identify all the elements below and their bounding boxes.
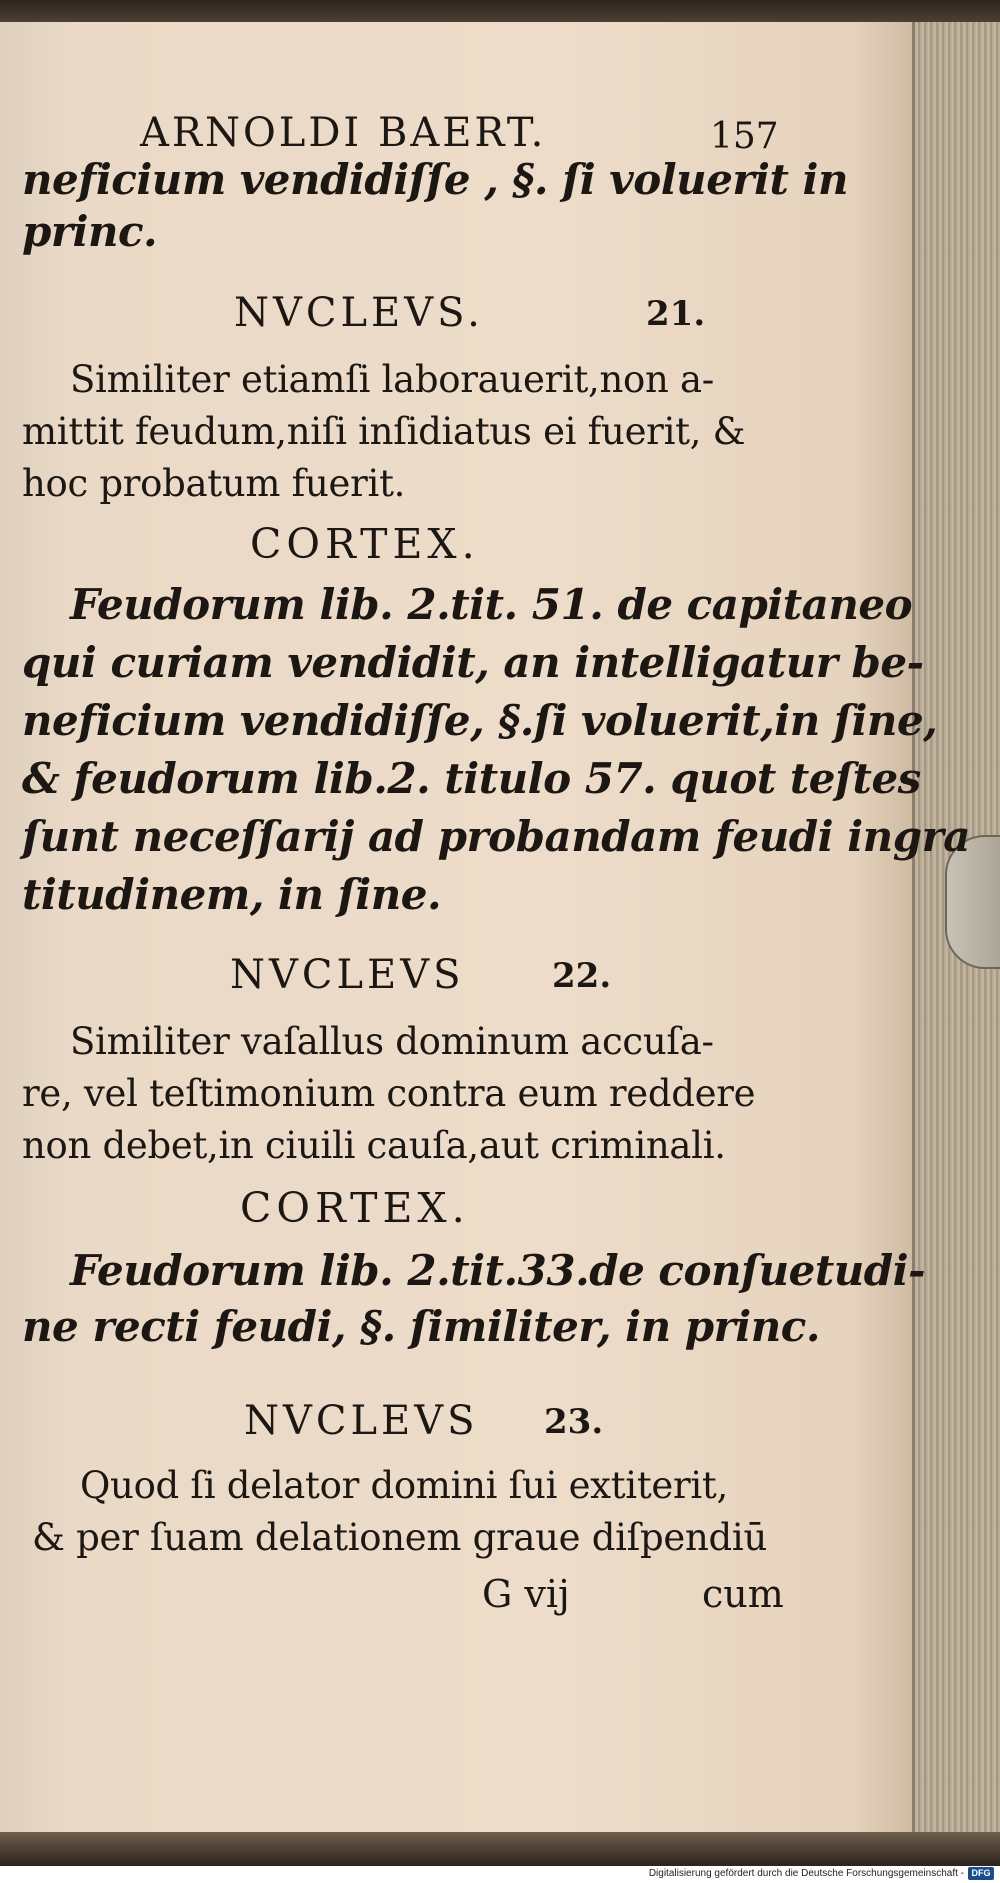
nucleus-label: NVCLEVS. [234, 290, 484, 336]
nucleus-label: NVCLEVS [230, 952, 465, 998]
text-line: princ. [22, 207, 158, 256]
nucleus-number: 22. [552, 956, 612, 996]
nucleus-heading-23 [244, 1398, 604, 1444]
text-line: hoc probatum fuerit. [22, 462, 406, 505]
running-header [140, 110, 779, 157]
text-line: re, vel teſtimonium contra eum reddere [22, 1072, 756, 1115]
text-line: non debet,in ciuili cauſa,aut criminali. [22, 1124, 726, 1167]
page-number: 157 [710, 116, 779, 157]
catchword: cum [702, 1572, 784, 1616]
cortex-heading: CORTEX. [250, 520, 480, 568]
text-line: neficium vendidiſſe , §. ſi voluerit in [22, 155, 849, 204]
signature-mark: G vij [482, 1572, 570, 1616]
text-line: qui curiam vendidit, an intelligatur be- [22, 638, 924, 687]
nucleus-heading-21 [234, 290, 706, 336]
book-bottom-edge [0, 1832, 1000, 1866]
nucleus-number: 21. [646, 294, 706, 334]
text-line: Similiter etiamſi laborauerit,non a- [70, 358, 714, 401]
cortex-heading: CORTEX. [240, 1184, 470, 1232]
text-line: Feudorum lib. 2.tit.33.de conſuetudi- [70, 1246, 926, 1295]
text-line: Quod ſi delator domini ſui extiterit, [80, 1464, 728, 1507]
text-line: & feudorum lib.2. titulo 57. quot teſtes [22, 754, 921, 803]
text-line: titudinem, in ſine. [22, 870, 442, 919]
nucleus-number: 23. [544, 1402, 604, 1442]
nucleus-label: NVCLEVS [244, 1398, 479, 1444]
text-line: & per ſuam delationem graue diſpendiū [32, 1516, 767, 1559]
text-line: neficium vendidiſſe, §.ſi voluerit,in ſine, [22, 696, 938, 745]
nucleus-heading-22 [230, 952, 612, 998]
text-line: ſunt neceſſarij ad probandam feudi ingra [22, 812, 970, 861]
digitization-credit: Digitalisierung gefördert durch die Deutsche Forschungsgemeinschaft - [648, 1868, 964, 1879]
text-line: Similiter vaſallus dominum accuſa- [70, 1020, 714, 1063]
text-line: Feudorum lib. 2.tit. 51. de capitaneo [70, 580, 913, 629]
text-line: ne recti feudi, §. ſimiliter, in princ. [22, 1302, 820, 1351]
dfg-logo: DFG [968, 1867, 994, 1880]
text-line: mittit feudum,niſi inſidiatus ei fuerit, & [22, 410, 746, 453]
running-title: ARNOLDI BAERT. [140, 110, 547, 156]
